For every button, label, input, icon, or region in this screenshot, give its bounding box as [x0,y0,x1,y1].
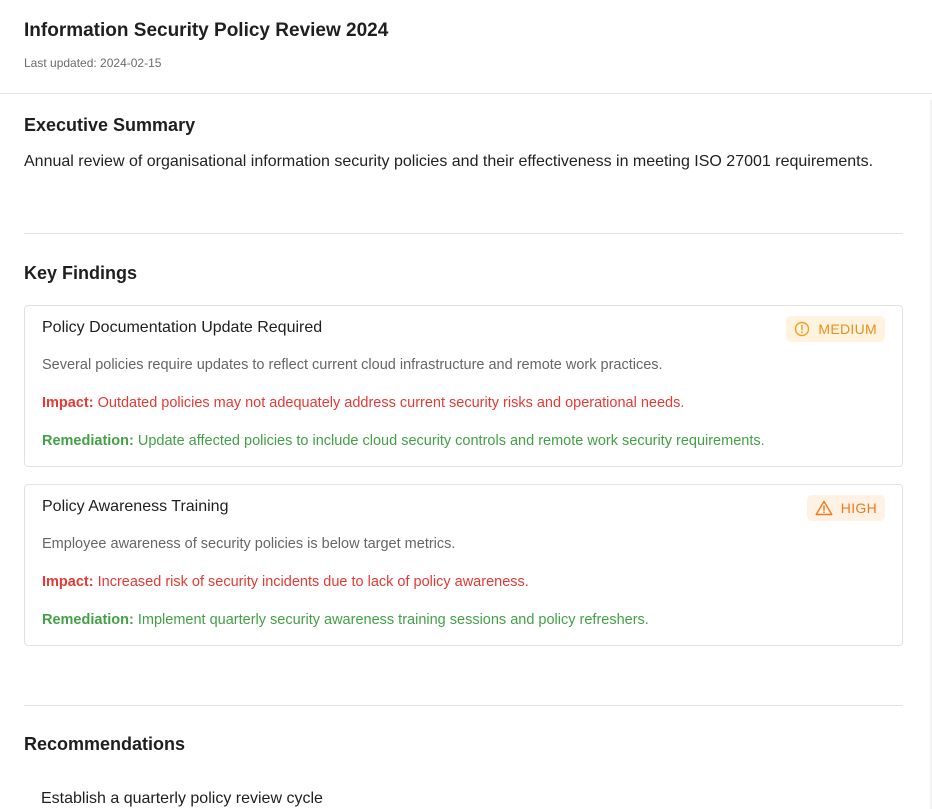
executive-summary-heading: Executive Summary [24,115,196,135]
impact-text: Outdated policies may not adequately address current security risks and operational needs. [97,395,685,411]
warning-triangle-icon [815,500,833,516]
severity-label: HIGH [840,500,877,516]
finding-card [24,305,903,467]
report-header [0,0,932,94]
severity-badge [807,495,885,521]
finding-impact [42,395,684,411]
page-title: Information Security Policy Review 2024 [24,20,389,41]
severity-label: MEDIUM [818,321,877,337]
remediation-label: Remediation: [42,433,134,449]
alert-circle-icon [794,321,810,337]
remediation-text: Implement quarterly security awareness training sessions and policy refreshers. [137,612,649,628]
severity-badge [786,316,885,342]
remediation-text: Update affected policies to include cloud security controls and remote work security requirements. [137,433,765,449]
finding-title: Policy Documentation Update Required [42,319,323,336]
section-divider [24,705,903,706]
recommendations-heading: Recommendations [24,734,186,754]
remediation-label: Remediation: [42,612,134,628]
finding-title: Policy Awareness Training [42,498,229,515]
executive-summary-text: Annual review of organisational information security policies and their effectiveness in meeting ISO 27001 requirements. [24,153,874,170]
key-findings-heading: Key Findings [24,263,138,283]
finding-card [24,484,903,646]
finding-impact [42,574,529,590]
impact-text: Increased risk of security incidents due to lack of policy awareness. [97,574,529,590]
finding-description: Several policies require updates to reflect current cloud infrastructure and remote work practices. [42,357,663,373]
finding-remediation [42,433,765,449]
finding-description: Employee awareness of security policies is below target metrics. [42,536,456,552]
last-updated: Last updated: 2024-02-15 [24,56,162,70]
impact-label: Impact: [42,574,94,590]
impact-label: Impact: [42,395,94,411]
finding-remediation [42,612,649,628]
section-divider [24,233,903,234]
recommendation-item: Establish a quarterly policy review cycle [41,790,893,809]
